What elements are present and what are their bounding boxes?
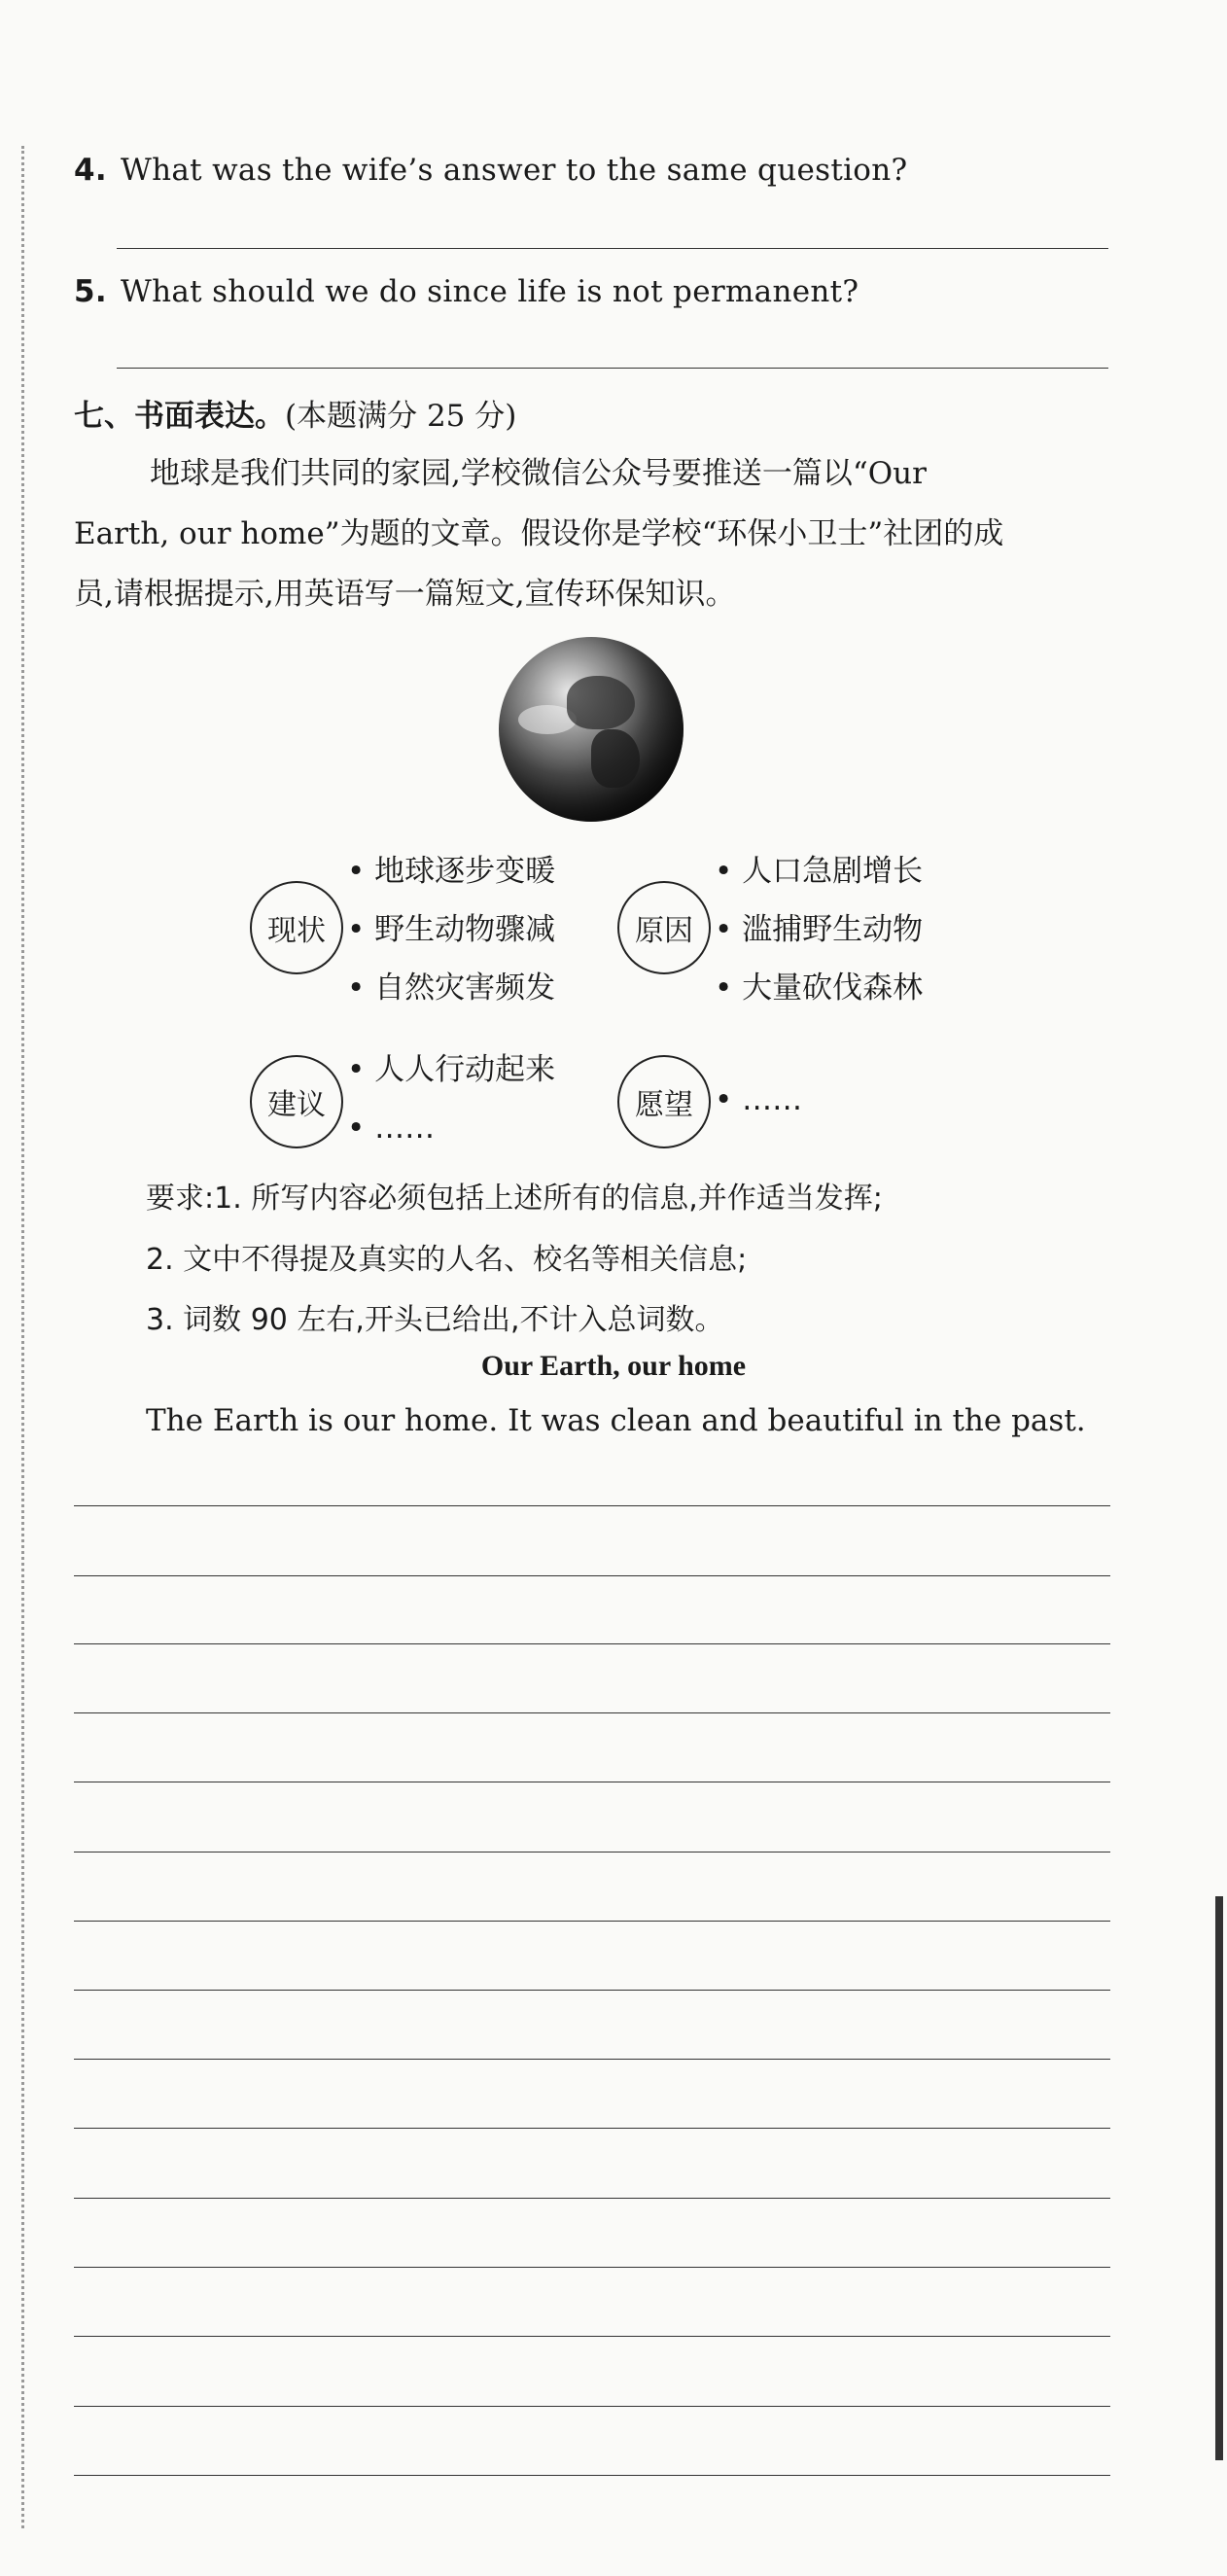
essay-title: Our Earth, our home [480,1350,747,1382]
writing-line[interactable] [74,1712,1110,1713]
causes-item: • 滥捕野生动物 [715,912,924,947]
requirement-1: 要求:1. 所写内容必须包括上述所有的信息,并作适当发挥; [146,1182,883,1216]
answer-line-4[interactable] [117,248,1108,249]
section-heading [74,391,516,435]
causes-item: • 人口急剧增长 [715,854,924,889]
writing-line[interactable] [74,1575,1110,1576]
status-item: • 自然灾害频发 [347,970,556,1006]
writing-line[interactable] [74,1852,1110,1853]
writing-line[interactable] [74,2406,1110,2407]
status-circle: 现状 [250,881,343,974]
question-text: What was the wife’s answer to the same question? [120,153,908,188]
writing-line[interactable] [74,1505,1110,1506]
wishes-item: • …… [715,1082,803,1117]
earth-globe-image [499,637,684,822]
question-number: 4. [74,153,107,188]
writing-line[interactable] [74,2059,1110,2060]
status-list [347,842,555,1017]
writing-line[interactable] [74,1643,1110,1644]
prompt-line-1: 地球是我们共同的家园,学校微信公众号要推送一篇以“Our [150,456,927,491]
causes-circle: 原因 [617,881,711,974]
causes-list [715,842,923,1017]
requirement-2: 2. 文中不得提及真实的人名、校名等相关信息; [146,1243,748,1277]
writing-line[interactable] [74,2475,1110,2476]
question-4 [74,153,907,188]
status-item: • 地球逐步变暖 [347,854,556,889]
suggestions-item: • …… [347,1111,436,1146]
suggestions-item: • 人人行动起来 [347,1052,556,1087]
suggestions-list [347,1041,555,1157]
writing-line[interactable] [74,2267,1110,2268]
question-text: What should we do since life is not permanent? [120,274,859,309]
writing-line[interactable] [74,2128,1110,2129]
answer-line-5[interactable] [117,368,1108,369]
causes-item: • 大量砍伐森林 [715,970,924,1006]
writing-line[interactable] [74,1990,1110,1991]
wishes-list [715,1071,802,1129]
writing-line[interactable] [74,1921,1110,1922]
wishes-circle: 愿望 [617,1055,711,1148]
essay-opening: The Earth is our home. It was clean and beautiful in the past. [146,1403,1086,1438]
question-number: 5. [74,274,107,309]
section-title: 七、书面表达。 [74,399,285,434]
section-score-note: (本题满分 25 分) [285,399,517,434]
writing-line[interactable] [74,2198,1110,2199]
suggestions-circle: 建议 [250,1055,343,1148]
writing-line[interactable] [74,2336,1110,2337]
binding-dotted-line [21,146,24,2528]
scan-edge-shadow [1215,1896,1223,2460]
status-item: • 野生动物骤减 [347,912,556,947]
prompt-line-2: Earth, our home”为题的文章。假设你是学校“环保小卫士”社团的成 [74,516,1004,551]
prompt-line-3: 员,请根据提示,用英语写一篇短文,宣传环保知识。 [74,577,736,612]
question-5 [74,274,859,309]
requirement-3: 3. 词数 90 左右,开头已给出,不计入总词数。 [146,1303,724,1337]
